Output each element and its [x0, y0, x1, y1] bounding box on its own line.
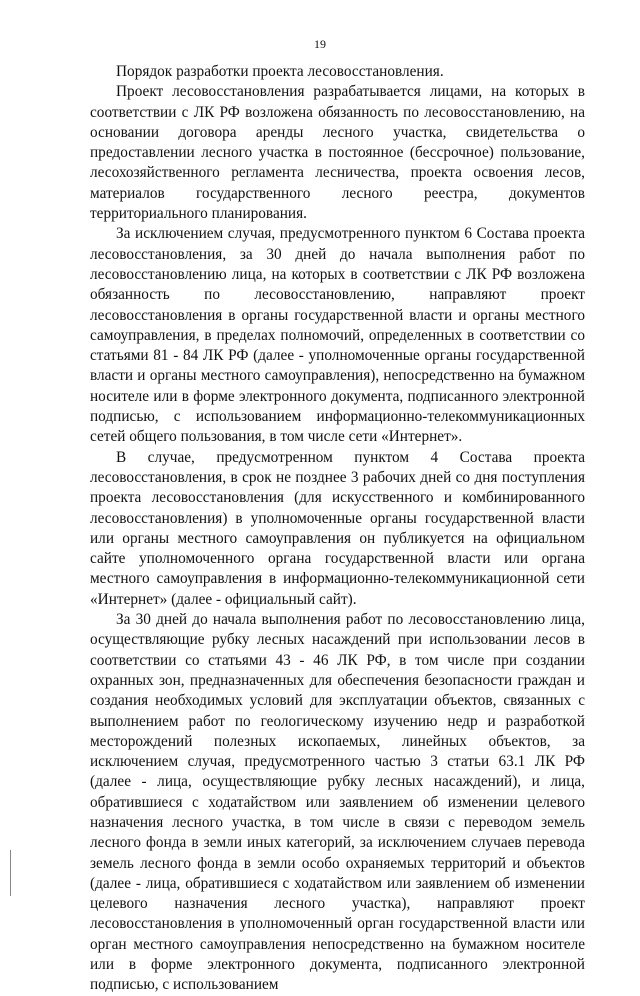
paragraph: В случае, предусмотренном пунктом 4 Состава проекта лесовосстановления, в срок не позднее 3 рабочих дней со дня поступления проекта лесовосстановления (для искусственного и комбинированного лесовосстановления) в уполномоченные органы государственной власти или органы местного самоуправления он публикуется на официальном сайте уполномоченного органа государственной власти или органа местного самоуправления в информационно-телекоммуникационной сети «Интернет» (далее - официальный сайт).: [90, 448, 585, 608]
paragraph: За исключением случая, предусмотренного пунктом 6 Состава проекта лесовосстановления, за 30 дней до начала выполнения работ по лесовосстановлению лица, на которых в соответствии с ЛК РФ возложена обязанность по лесовосстановлению, направляют проект лесовосстановления в органы государственной власти и органы местного самоуправления, в пределах полномочий, определенных в соответствии со статьями 81 - 84 ЛК РФ (далее - уполномоченные органы государственной власти и органы местного самоуправления), непосредственно на бумажном носителе или в форме электронного документа, подписанного электронной подписью, с использованием информационно-телекоммуникационных сетей общего пользования, в том числе сети «Интернет».: [90, 225, 585, 446]
scan-edge-mark: [10, 850, 11, 896]
section-heading: Порядок разработки проекта лесовосстановления.: [116, 63, 444, 80]
document-body: [90, 62, 585, 996]
paragraph: Проект лесовосстановления разрабатывается лицами, на которых в соответствии с ЛК РФ возложена обязанность по лесовосстановлению, на основании договора аренды лесного участка, свидетельства о предоставлении лесного участка в постоянное (бессрочное) пользование, лесохозяйственного регламента лесничества, проекта освоения лесов, материалов государственного лесного реестра, документов территориального планирования.: [90, 83, 585, 223]
page-number: 19: [314, 37, 326, 51]
paragraph: За 30 дней до начала выполнения работ по лесовосстановлению лица, осуществляющие рубку лесных насаждений при использовании лесов в соответствии со статьями 43 - 46 ЛК РФ, в том числе при создании охранных зон, предназначенных для обеспечения безопасности граждан и создания необходимых условий для эксплуатации объектов, связанных с выполнением работ по геологическому изучению недр и разработкой месторождений полезных ископаемых, линейных объектов, за исключением случая, предусмотренного частью 3 статьи 63.1 ЛК РФ (далее - лица, осуществляющие рубку лесных насаждений), и лица, обратившиеся с ходатайством или заявлением об изменении целевого назначения лесного участка, в том числе в связи с переводом земель лесного фонда в земли иных категорий, за исключением случаев перевода земель лесного фонда в земли особо охраняемых территорий и объектов (далее - лица, обратившиеся с ходатайством или заявлением об изменении целевого назначения лесного участка), направляют проект лесовосстановления в уполномоченный орган государственной власти или орган местного самоуправления непосредственно на бумажном носителе или в форме электронного документа, подписанного электронной подписью, с использованием: [90, 611, 585, 994]
